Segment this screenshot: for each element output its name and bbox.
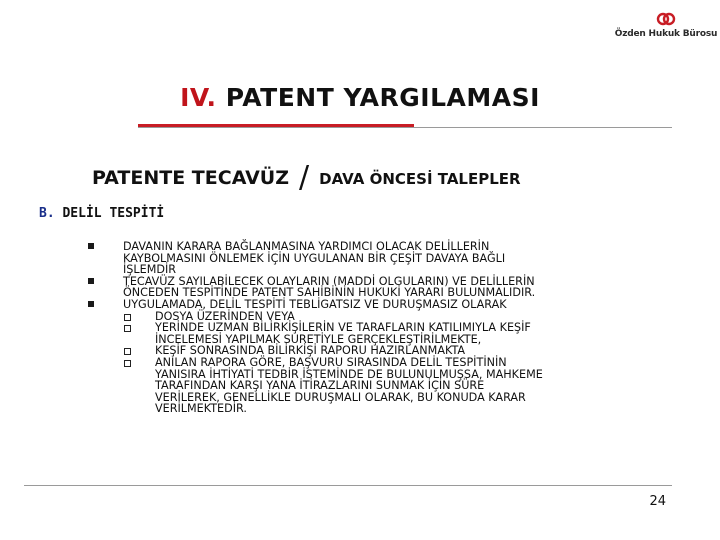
footer-divider (24, 485, 672, 486)
text-line: ÖNCEDEN TESPİTİNDE PATENT SAHİBİNİN HUKUKİ YARARI BULUNMALIDIR. (123, 286, 536, 300)
text-line: UYGULAMADA, DELİL TESPİTİ TEBLİGATSIZ VE DURUŞMASIZ OLARAK (123, 297, 507, 311)
text-line: DOSYA ÜZERİNDEN VEYA (155, 309, 295, 323)
square-bullet-icon (88, 243, 94, 249)
text-line: DAVANIN KARARA BAĞLANMASINA YARDIMCI OLACAK DELİLLERİN (123, 240, 490, 253)
section-title: DELİL TESPİTİ (62, 206, 165, 221)
hollow-square-bullet-icon (124, 325, 131, 332)
page-title (0, 83, 720, 112)
list-item (0, 299, 720, 311)
text-line: KAYBOLMASINI ÖNLEMEK İÇİN UYGULANAN BİR ÇEŞİT DAVAYA BAĞLI (123, 251, 506, 265)
text-line: YANISIRA İHTİYATİ TEDBİR İSTEMİNDE DE BULUNULMUŞSA, MAHKEME (155, 367, 543, 381)
list-item-text (123, 299, 668, 311)
square-bullet-icon (88, 301, 94, 307)
list-item (0, 276, 720, 299)
sub-list-item-text (155, 322, 670, 345)
subtitle-main: PATENTE TECAVÜZ (92, 167, 290, 189)
sub-list-item (0, 322, 720, 345)
interlocking-rings-icon (655, 12, 677, 26)
text-line: KEŞİF SONRASINDA BİLİRKİŞİ RAPORU HAZIRLANMAKTA (155, 344, 466, 358)
square-bullet-icon (88, 278, 94, 284)
hollow-square-bullet-icon (124, 348, 131, 355)
text-line: VERİLMEKTEDİR. (155, 402, 247, 416)
text-line: ANILAN RAPORA GÖRE, BAŞVURU SIRASINDA DELİL TESPİTİNİN (155, 355, 507, 369)
list-item-text (123, 241, 668, 276)
list-item-text (123, 276, 668, 299)
section-heading (39, 206, 164, 221)
hollow-square-bullet-icon (124, 314, 131, 321)
subtitle-separator: / (299, 160, 310, 195)
title-text: PATENT YARGILAMASI (225, 83, 540, 112)
page-number: 24 (649, 494, 666, 509)
text-line: YERİNDE UZMAN BİLİRKİŞİLERİN VE TARAFLARIN KATILIMIYLA KEŞİF (155, 321, 531, 335)
title-roman-numeral: IV. (180, 83, 217, 112)
hollow-square-bullet-icon (124, 360, 131, 367)
subtitle (92, 160, 521, 195)
section-letter: B. (39, 206, 55, 221)
list-item (0, 241, 720, 276)
logo-text: Özden Hukuk Bürosu (614, 29, 718, 39)
sub-list-item-text (155, 357, 670, 415)
text-line: İNCELEMESİ YAPILMAK SURETİYLE GERÇEKLEŞTİRİLMEKTE, (155, 332, 482, 346)
title-underline-rule (138, 127, 672, 128)
text-line: TECAVÜZ SAYILABİLECEK OLAYLARIN (MADDİ OLGULARIN) VE DELİLLERİN (123, 274, 535, 288)
bullet-list (0, 241, 720, 415)
text-line: VERİLEREK, GENELLİKLE DURUŞMALI OLARAK, BU KONUDA KARAR (155, 390, 526, 404)
logo (612, 10, 720, 50)
text-line: İŞLEMDİR (123, 263, 177, 277)
subtitle-secondary: DAVA ÖNCESİ TALEPLER (319, 170, 521, 188)
text-line: TARAFINDAN KARŞI YANA İTİRAZLARINI SUNMAK İÇİN SÜRE (155, 379, 485, 393)
sub-list-item (0, 357, 720, 415)
